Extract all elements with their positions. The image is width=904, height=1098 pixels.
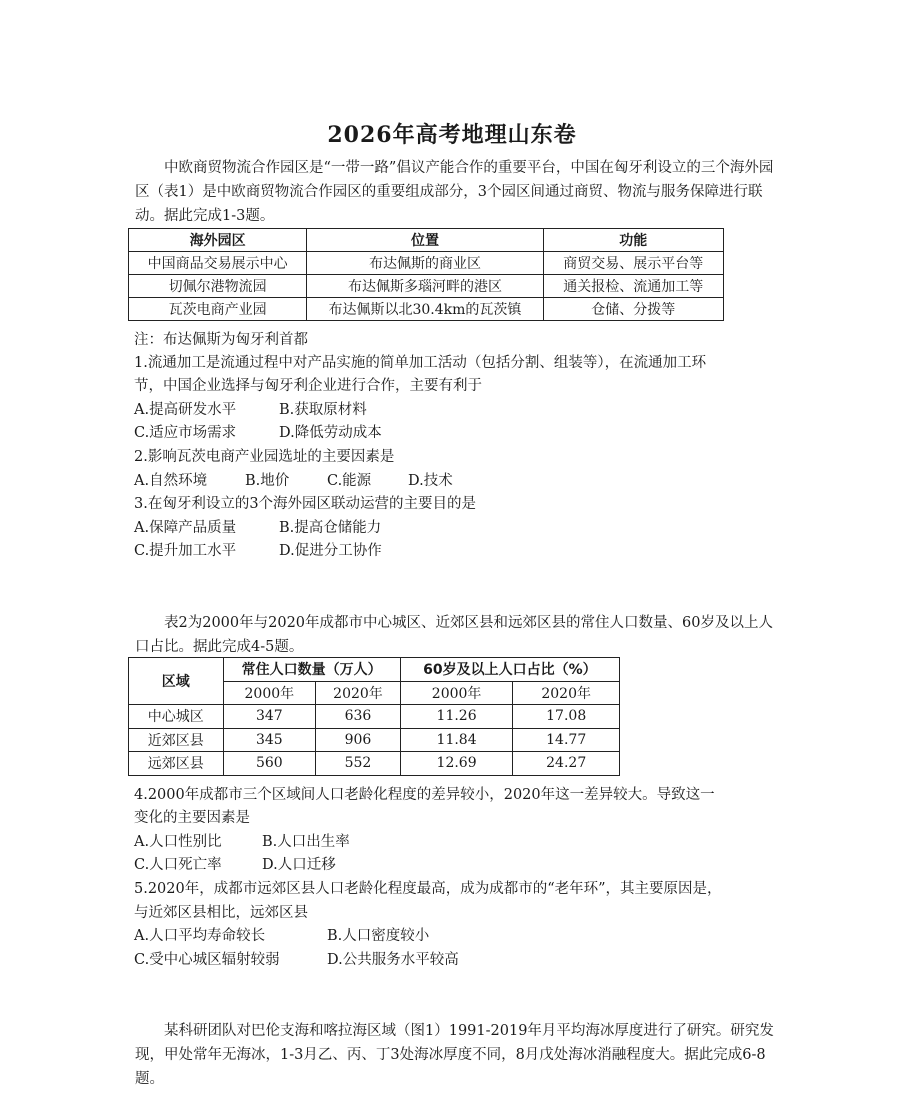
question-5-stem: 5.2020年，成都市远郊区县人口老龄化程度最高，成为成都市的“老年环”，其主要原因是， bbox=[134, 881, 722, 897]
question-5-option-d: D.公共服务水平较高 bbox=[327, 952, 459, 968]
table-1-header: 海外园区 bbox=[129, 229, 307, 252]
table-cell: 17.08 bbox=[513, 705, 620, 729]
question-1-stem: 节，中国企业选择与匈牙利企业进行合作，主要有利于 bbox=[134, 378, 482, 394]
table-cell: 瓦茨电商产业园 bbox=[129, 298, 307, 321]
question-4-option-c: C.人口死亡率 bbox=[134, 857, 222, 873]
question-2-option-c: C.能源 bbox=[327, 473, 372, 489]
table-cell: 347 bbox=[223, 705, 316, 729]
table-cell: 24.27 bbox=[513, 752, 620, 776]
table-1 bbox=[128, 228, 724, 321]
table-cell: 552 bbox=[316, 752, 401, 776]
table-cell: 636 bbox=[316, 705, 401, 729]
section3-intro: 某科研团队对巴伦支海和喀拉海区域（图1）1991-2019年月平均海冰厚度进行了研究。研究发现，甲处常年无海冰，1-3月乙、丙、丁3处海冰厚度不同，8月戊处海冰消融程度大。据此完成6-8题。 bbox=[135, 1023, 774, 1087]
question-1-option-b: B.获取原材料 bbox=[279, 402, 367, 418]
question-3-stem: 3.在匈牙利设立的3个海外园区联动运营的主要目的是 bbox=[134, 496, 477, 512]
table-cell: 中国商品交易展示中心 bbox=[129, 252, 307, 275]
table-2-year-header: 2020年 bbox=[513, 681, 620, 705]
table-cell: 远郊区县 bbox=[129, 752, 224, 776]
question-2-stem: 2.影响瓦茨电商产业园选址的主要因素是 bbox=[134, 449, 395, 465]
section2-intro: 表2为2000年与2020年成都市中心城区、近郊区县和远郊区县的常住人口数量、60岁及以上人口占比。据此完成4-5题。 bbox=[135, 615, 773, 655]
table-cell: 11.84 bbox=[400, 728, 513, 752]
table-cell: 布达佩斯多瑙河畔的港区 bbox=[307, 275, 543, 298]
table-cell: 仓储、分拨等 bbox=[543, 298, 723, 321]
table-row bbox=[129, 752, 620, 776]
section1-intro: 中欧商贸物流合作园区是“一带一路”倡议产能合作的重要平台，中国在匈牙利设立的三个海外园区（表1）是中欧商贸物流合作园区的重要组成部分，3个园区间通过商贸、物流与服务保障进行联动。据此完成1-3题。 bbox=[135, 160, 774, 224]
question-3-option-a: A.保障产品质量 bbox=[134, 520, 237, 536]
table-1-header: 位置 bbox=[307, 229, 543, 252]
table-cell: 切佩尔港物流园 bbox=[129, 275, 307, 298]
question-1-option-d: D.降低劳动成本 bbox=[279, 425, 382, 441]
table-cell: 12.69 bbox=[400, 752, 513, 776]
question-4-option-a: A.人口性别比 bbox=[134, 834, 222, 850]
table-2-year-header: 2000年 bbox=[223, 681, 316, 705]
table-cell: 近郊区县 bbox=[129, 728, 224, 752]
table-cell: 11.26 bbox=[400, 705, 513, 729]
question-5-stem: 与近郊区县相比，远郊区县 bbox=[134, 905, 308, 921]
table-cell: 布达佩斯的商业区 bbox=[307, 252, 543, 275]
question-5-option-a: A.人口平均寿命较长 bbox=[134, 928, 266, 944]
question-2-option-b: B.地价 bbox=[245, 473, 290, 489]
question-4-stem: 4.2000年成都市三个区域间人口老龄化程度的差异较小，2020年这一差异较大。导致这一 bbox=[134, 787, 715, 803]
table-2 bbox=[128, 657, 620, 776]
question-4-stem: 变化的主要因素是 bbox=[134, 810, 250, 826]
question-4-option-d: D.人口迁移 bbox=[262, 857, 336, 873]
table-2-header-population: 常住人口数量（万人） bbox=[223, 658, 400, 682]
table-row bbox=[129, 275, 724, 298]
table-2-year-header: 2000年 bbox=[400, 681, 513, 705]
table-cell: 布达佩斯以北30.4km的瓦茨镇 bbox=[307, 298, 543, 321]
table-2-year-header: 2020年 bbox=[316, 681, 401, 705]
question-5-option-b: B.人口密度较小 bbox=[327, 928, 430, 944]
table-1-header: 功能 bbox=[543, 229, 723, 252]
question-1-option-a: A.提高研发水平 bbox=[134, 402, 237, 418]
table-cell: 560 bbox=[223, 752, 316, 776]
question-4-option-b: B.人口出生率 bbox=[262, 834, 350, 850]
table-cell: 中心城区 bbox=[129, 705, 224, 729]
table-2-header-region: 区域 bbox=[129, 658, 224, 705]
page-title: 2026年高考地理山东卷 bbox=[327, 122, 577, 148]
table-cell: 商贸交易、展示平台等 bbox=[543, 252, 723, 275]
question-1-stem: 1.流通加工是流通过程中对产品实施的简单加工活动（包括分割、组装等），在流通加工环 bbox=[134, 355, 707, 371]
table-row bbox=[129, 705, 620, 729]
question-1-option-c: C.适应市场需求 bbox=[134, 425, 237, 441]
question-2-option-a: A.自然环境 bbox=[134, 473, 208, 489]
question-3-option-c: C.提升加工水平 bbox=[134, 543, 237, 559]
table-row bbox=[129, 298, 724, 321]
table-cell: 14.77 bbox=[513, 728, 620, 752]
table-1-note: 注：布达佩斯为匈牙利首都 bbox=[134, 332, 308, 348]
table-cell: 906 bbox=[316, 728, 401, 752]
table-row bbox=[129, 252, 724, 275]
question-2-option-d: D.技术 bbox=[408, 473, 453, 489]
table-cell: 通关报检、流通加工等 bbox=[543, 275, 723, 298]
question-5-option-c: C.受中心城区辐射较弱 bbox=[134, 952, 280, 968]
table-row bbox=[129, 728, 620, 752]
table-cell: 345 bbox=[223, 728, 316, 752]
question-3-option-d: D.促进分工协作 bbox=[279, 543, 382, 559]
question-3-option-b: B.提高仓储能力 bbox=[279, 520, 382, 536]
table-2-header-elderly-share: 60岁及以上人口占比（%） bbox=[400, 658, 619, 682]
